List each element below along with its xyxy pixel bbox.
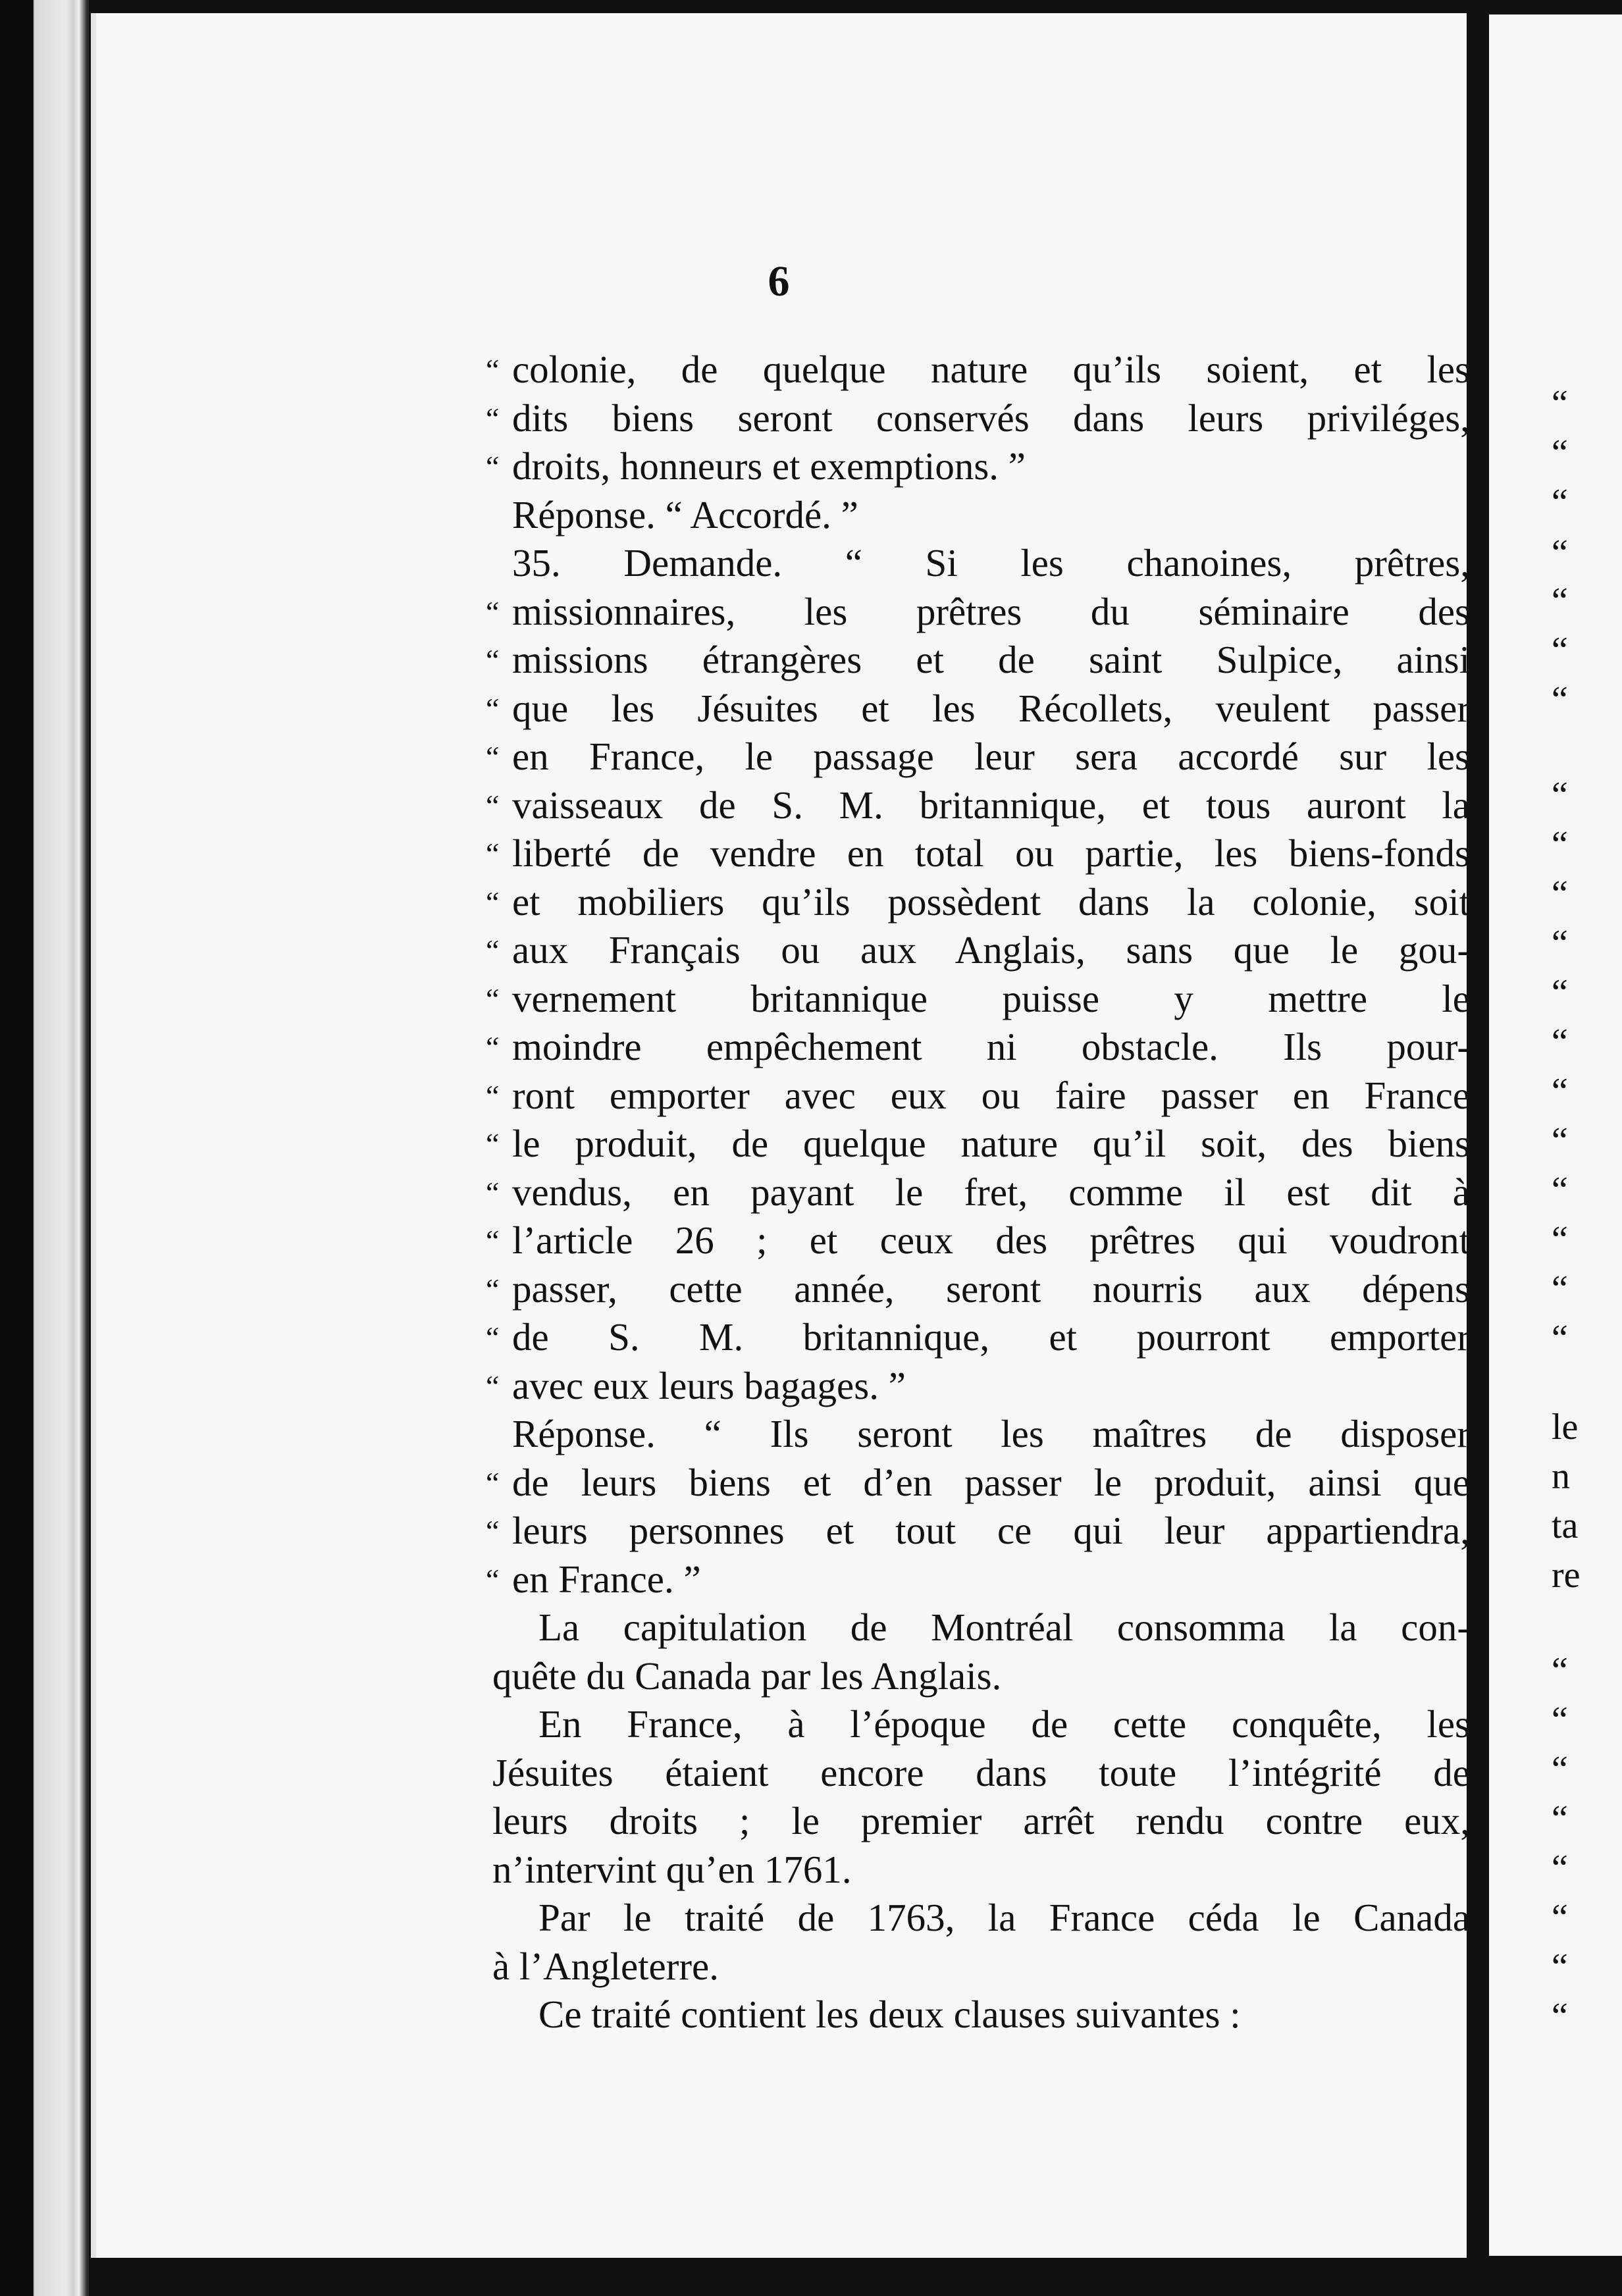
next-page-fragment: “: [1552, 1798, 1568, 1839]
next-page-fragment: n: [1552, 1456, 1570, 1497]
next-page-fragment: “: [1552, 1022, 1568, 1062]
text-line: [492, 1652, 1470, 1701]
line-text: passer, cette année, seront nourris aux dépens: [512, 1266, 1470, 1311]
line-text: aux Français ou aux Anglais, sans que le gou-: [512, 928, 1470, 972]
quote-mark: “: [486, 1562, 500, 1596]
line-text: vaisseaux de S. M. britannique, et tous auront la: [512, 783, 1470, 827]
next-page-edge: [1489, 14, 1622, 2256]
next-page-fragment: “: [1552, 1700, 1568, 1740]
quote-mark: “: [486, 594, 500, 629]
quote-mark: “: [486, 1272, 500, 1306]
line-text: leurs personnes et tout ce qui leur appartiendra,: [512, 1509, 1470, 1552]
line-text: de leurs biens et d’en passer le produit, ainsi que: [512, 1460, 1470, 1504]
line-text: et mobiliers qu’ils possèdent dans la colonie, soit: [512, 879, 1470, 924]
line-text: moindre empêchement ni obstacle. Ils pour-: [512, 1025, 1470, 1068]
next-page-fragment: “: [1552, 1170, 1568, 1211]
text-line: [512, 491, 1470, 540]
text-line: [486, 1072, 1470, 1120]
text-line: [486, 1555, 1470, 1604]
quote-mark: “: [486, 1514, 500, 1548]
quote-mark: “: [486, 981, 500, 1016]
line-text: à l’Angleterre.: [492, 1944, 719, 1988]
next-page-fragment: “: [1552, 923, 1568, 964]
quote-mark: “: [486, 643, 500, 677]
text-line: [486, 394, 1470, 443]
line-text: leurs droits ; le premier arrêt rendu contre eux,: [492, 1799, 1470, 1842]
next-page-fragment: “: [1552, 824, 1568, 865]
quote-mark: “: [486, 1320, 500, 1354]
line-text: le produit, de quelque nature qu’il soit, des biens: [512, 1122, 1470, 1165]
line-text: missionnaires, les prêtres du séminaire des: [512, 589, 1470, 633]
text-line: [486, 1023, 1470, 1072]
quote-mark: “: [486, 353, 500, 386]
line-text: en France, le passage leur sera accordé sur les: [512, 735, 1470, 778]
line-text: Réponse. “ Accordé. ”: [512, 492, 858, 536]
quote-mark: “: [486, 450, 500, 483]
text-line: [486, 442, 1470, 491]
text-line: [492, 1991, 1470, 2039]
text-line: [486, 733, 1470, 781]
text-line: [492, 1797, 1470, 1846]
next-page-fragment: “: [1552, 533, 1568, 573]
quote-mark: “: [486, 1127, 500, 1161]
line-text: Par le traité de 1763, la France céda le Canada: [538, 1896, 1470, 1939]
next-page-fragment: “: [1552, 581, 1568, 621]
text-line: [486, 926, 1470, 975]
quote-mark: “: [486, 1175, 500, 1209]
next-page-fragment: “: [1552, 482, 1568, 523]
text-line: [512, 1410, 1470, 1459]
next-page-fragment: “: [1552, 1749, 1568, 1790]
page-number: 6: [768, 257, 790, 305]
line-text: avec eux leurs bagages. ”: [512, 1363, 906, 1407]
text-line: [486, 1216, 1470, 1265]
line-text: en France. ”: [512, 1557, 701, 1601]
next-page-fragment: “: [1552, 1120, 1568, 1161]
line-text: dits biens seront conservés dans leurs priviléges,: [512, 396, 1470, 440]
next-page-fragment: “: [1552, 432, 1568, 473]
line-text: vernement britannique puisse y mettre le: [512, 976, 1470, 1020]
next-page-fragment: “: [1552, 1996, 1568, 2037]
line-text: Ce traité contient les deux clauses suivantes :: [538, 1993, 1241, 2036]
quote-mark: “: [486, 1078, 500, 1112]
line-text: n’intervint qu’en 1761.: [492, 1847, 852, 1891]
book-page: [91, 13, 1470, 2258]
line-text: droits, honneurs et exemptions. ”: [512, 444, 1026, 488]
next-page-fragment: re: [1552, 1555, 1581, 1596]
text-line: [486, 975, 1470, 1024]
quote-mark: “: [486, 1465, 500, 1500]
next-page-fragment: ta: [1552, 1505, 1579, 1546]
quote-mark: “: [486, 691, 500, 725]
next-page-fragment: “: [1552, 1268, 1568, 1309]
quote-mark: “: [486, 788, 500, 822]
page-text-block: [486, 346, 1470, 2039]
line-text: ront emporter avec eux ou faire passer en France: [512, 1073, 1470, 1117]
next-page-fragment: “: [1552, 775, 1568, 816]
quote-mark: “: [486, 1030, 500, 1064]
next-page-fragment: “: [1552, 630, 1568, 671]
text-line: [486, 1265, 1470, 1314]
text-line: [512, 539, 1470, 588]
line-text: quête du Canada par les Anglais.: [492, 1654, 1002, 1698]
next-page-fragment: “: [1552, 1219, 1568, 1260]
next-page-fragment: “: [1552, 1071, 1568, 1112]
next-page-fragment: “: [1552, 1946, 1568, 1987]
line-text: La capitulation de Montréal consomma la con-: [538, 1605, 1470, 1649]
text-line: [492, 1700, 1470, 1749]
next-page-fragment: “: [1552, 972, 1568, 1013]
line-text: que les Jésuites et les Récollets, veulent passer: [512, 686, 1470, 730]
line-text: 35. Demande. “ Si les chanoines, prêtres,: [512, 541, 1470, 585]
line-text: colonie, de quelque nature qu’ils soient, et les: [512, 348, 1470, 391]
text-line: [492, 1604, 1470, 1652]
line-text: Réponse. “ Ils seront les maîtres de disposer: [512, 1412, 1470, 1455]
next-page-fragment: “: [1552, 1848, 1568, 1889]
text-line: [486, 781, 1470, 830]
text-line: [486, 1313, 1470, 1362]
text-line: [486, 346, 1470, 394]
quote-mark: “: [486, 933, 500, 967]
next-page-fragment: le: [1552, 1407, 1579, 1448]
next-page-fragment: “: [1552, 383, 1568, 424]
text-line: [486, 588, 1470, 637]
text-line: [486, 1459, 1470, 1507]
quote-mark: “: [486, 401, 500, 435]
text-line: [486, 636, 1470, 685]
text-line: [492, 1846, 1470, 1894]
text-line: [492, 1894, 1470, 1943]
quote-mark: “: [486, 885, 500, 919]
next-page-fragment: “: [1552, 1897, 1568, 1938]
next-page-fragment: “: [1552, 1650, 1568, 1691]
line-text: vendus, en payant le fret, comme il est dit à: [512, 1170, 1470, 1214]
line-text: En France, à l’époque de cette conquête, les: [538, 1702, 1470, 1746]
next-page-fragment: “: [1552, 874, 1568, 914]
quote-mark: “: [486, 1369, 500, 1403]
line-text: liberté de vendre en total ou partie, les biens-fonds: [512, 831, 1470, 875]
line-text: missions étrangères et de saint Sulpice, ainsi: [512, 638, 1470, 681]
line-text: de S. M. britannique, et pourront emporter: [512, 1315, 1470, 1359]
line-text: l’article 26 ; et ceux des prêtres qui voudront: [512, 1218, 1470, 1262]
text-line: [486, 1168, 1470, 1217]
book-spine-edge: [0, 0, 89, 2296]
text-line: [486, 1507, 1470, 1555]
text-line: [492, 1749, 1470, 1798]
quote-mark: “: [486, 740, 500, 773]
text-line: [486, 1120, 1470, 1168]
text-line: [486, 1362, 1470, 1411]
text-line: [486, 878, 1470, 927]
quote-mark: “: [486, 1224, 500, 1257]
next-page-fragment: “: [1552, 679, 1568, 720]
quote-mark: “: [486, 837, 500, 870]
text-line: [492, 1943, 1470, 1991]
text-line: [486, 829, 1470, 878]
next-page-fragment: “: [1552, 1318, 1568, 1359]
line-text: Jésuites étaient encore dans toute l’intégrité de: [492, 1750, 1470, 1794]
text-line: [486, 685, 1470, 733]
